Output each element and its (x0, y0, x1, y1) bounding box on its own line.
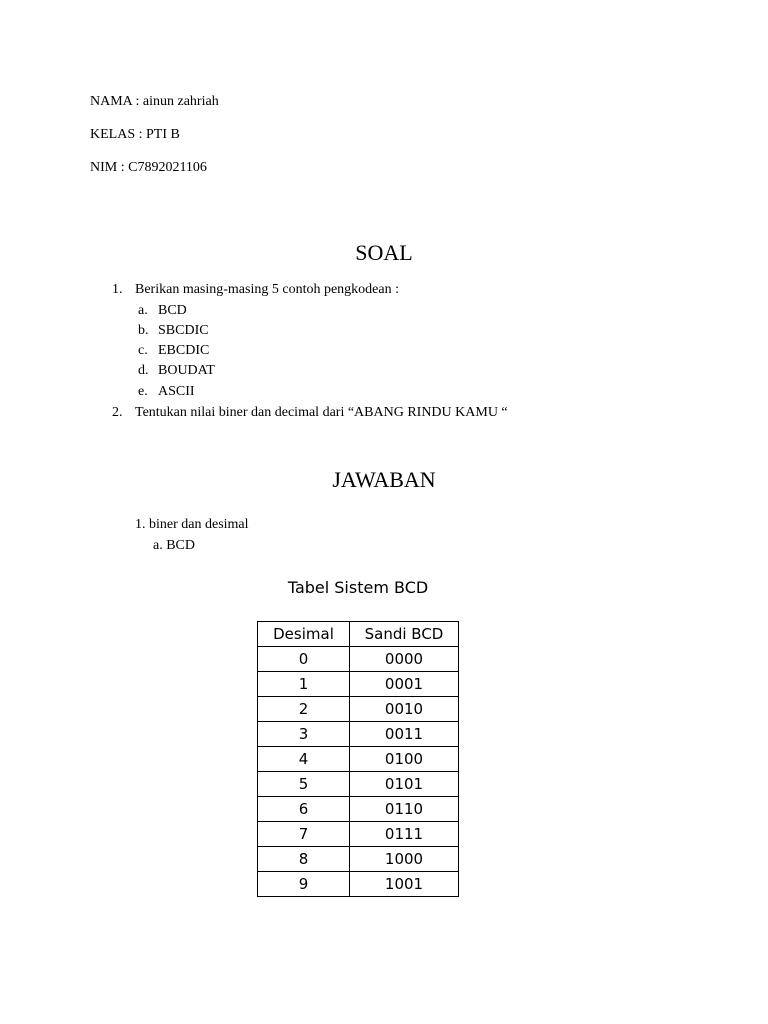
question-1-number: 1. (112, 282, 123, 297)
cell-bcd: 0100 (350, 747, 459, 772)
student-nim: NIM : C7892021106 (90, 160, 207, 175)
question-1-text: Berikan masing-masing 5 contoh pengkodean : (135, 282, 399, 297)
table-header-row (258, 622, 459, 647)
answer-line-1: 1. biner dan desimal (135, 517, 249, 532)
cell-desimal: 6 (258, 797, 350, 822)
cell-bcd: 0000 (350, 647, 459, 672)
option-letter: b. (138, 323, 149, 338)
cell-desimal: 5 (258, 772, 350, 797)
option-letter: a. (138, 303, 148, 318)
option-letter: e. (138, 384, 148, 399)
option-letter: c. (138, 343, 148, 358)
table-row (258, 872, 459, 897)
cell-desimal: 7 (258, 822, 350, 847)
option-text: BOUDAT (158, 363, 215, 378)
cell-bcd: 0010 (350, 697, 459, 722)
option-text: EBCDIC (158, 343, 210, 358)
option-text: ASCII (158, 384, 195, 399)
bcd-table (257, 621, 459, 897)
cell-bcd: 0110 (350, 797, 459, 822)
header-sandi-bcd: Sandi BCD (350, 622, 459, 647)
table-row (258, 722, 459, 747)
table-row (258, 647, 459, 672)
option-text: SBCDIC (158, 323, 209, 338)
cell-bcd: 0111 (350, 822, 459, 847)
cell-desimal: 9 (258, 872, 350, 897)
question-2-number: 2. (112, 405, 123, 420)
question-list (0, 282, 768, 422)
cell-desimal: 2 (258, 697, 350, 722)
cell-desimal: 4 (258, 747, 350, 772)
answer-line-2: a. BCD (153, 538, 195, 553)
jawaban-title: JAWABAN (332, 467, 436, 492)
student-class: KELAS : PTI B (90, 127, 180, 142)
question-2-text: Tentukan nilai biner dan decimal dari “ABANG RINDU KAMU “ (135, 405, 508, 420)
cell-bcd: 1001 (350, 872, 459, 897)
table-row (258, 672, 459, 697)
cell-desimal: 1 (258, 672, 350, 697)
cell-bcd: 0101 (350, 772, 459, 797)
option-letter: d. (138, 363, 149, 378)
student-name: NAMA : ainun zahriah (90, 94, 219, 109)
table-row (258, 822, 459, 847)
table-row (258, 697, 459, 722)
bcd-table-title: Tabel Sistem BCD (287, 578, 429, 597)
header-desimal: Desimal (258, 622, 350, 647)
table-row (258, 797, 459, 822)
cell-desimal: 0 (258, 647, 350, 672)
option-text: BCD (158, 303, 187, 318)
cell-bcd: 1000 (350, 847, 459, 872)
cell-desimal: 3 (258, 722, 350, 747)
table-row (258, 847, 459, 872)
cell-bcd: 0001 (350, 672, 459, 697)
table-row (258, 772, 459, 797)
cell-desimal: 8 (258, 847, 350, 872)
table-row (258, 747, 459, 772)
soal-title: SOAL (355, 240, 413, 265)
cell-bcd: 0011 (350, 722, 459, 747)
